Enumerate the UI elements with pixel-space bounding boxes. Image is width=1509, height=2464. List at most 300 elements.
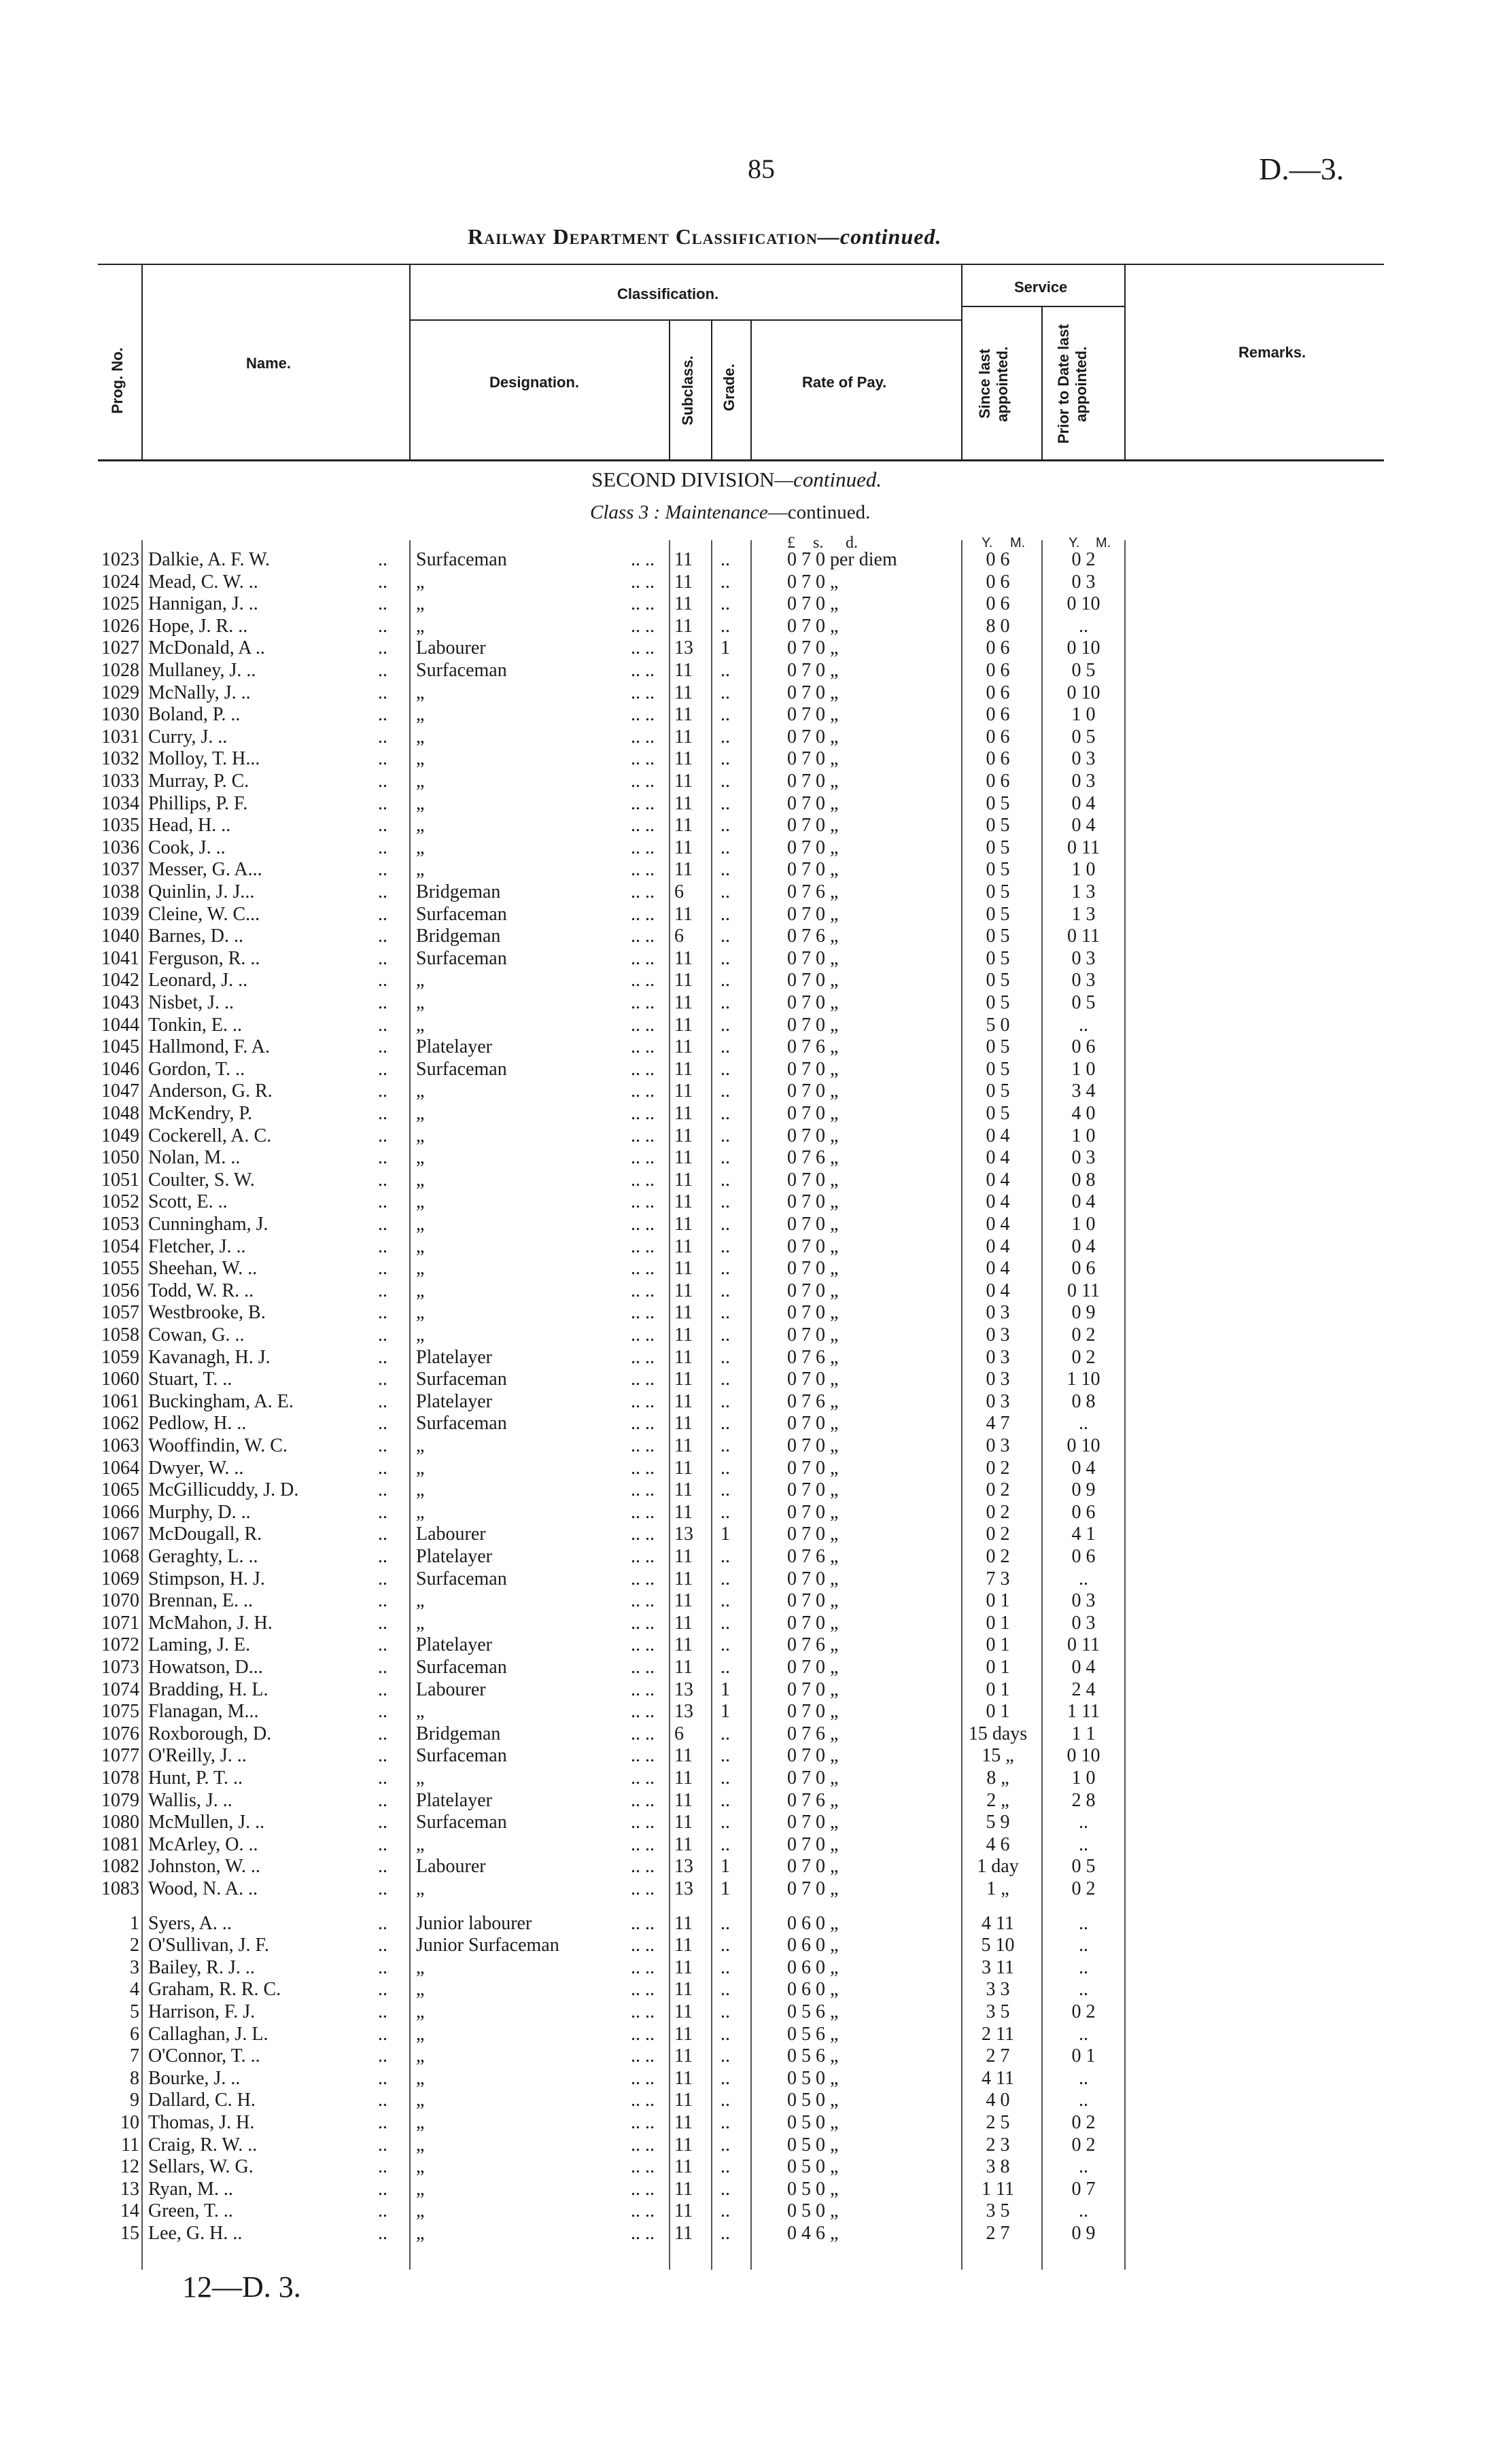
grade: .. [721,1058,730,1080]
service-since: 0 6 [986,637,1010,659]
rate-of-pay: 0 7 0 „ [787,1235,839,1257]
subclass: 11 [674,1103,693,1124]
designation: „ [416,1701,425,1723]
designation: „ [416,837,425,858]
prog-no: 1036 [101,837,139,858]
service-since: 0 3 [986,1435,1010,1456]
service-since: 0 5 [986,859,1010,881]
table-row: 1063 Wooffindin, W. C. .. „ .. .. 11 .. 0 7 0 „ 0 3 0 10 [0,1435,1509,1457]
document-reference: D.—3. [1259,152,1345,186]
unit-shillings: s. [813,534,824,552]
service-prior: 1 0 [1071,1058,1096,1080]
service-prior: 0 10 [1066,1435,1100,1456]
employee-name: Harrison, F. J. [148,2001,256,2022]
rate-of-pay: 0 7 6 „ [787,1147,839,1169]
rate-of-pay: 0 7 0 „ [787,1657,839,1678]
service-prior: 0 4 [1071,1457,1096,1479]
subclass: 11 [674,1280,693,1301]
rate-of-pay: 0 7 0 „ [787,1191,839,1213]
table-row: 11 Craig, R. W. .. .. „ .. .. 11 .. 0 5 0 „ 2 3 0 2 [0,2134,1509,2156]
header-grade: Grade. [721,364,738,411]
subclass: 11 [674,2067,693,2089]
table-row: 1040 Barnes, D. .. .. Bridgeman .. .. 6 .. 0 7 6 „ 0 5 0 11 [0,926,1509,947]
service-since: 0 5 [986,1058,1010,1080]
table-row: 1057 Westbrooke, B. .. „ .. .. 11 .. 0 7 0 „ 0 3 0 9 [0,1302,1509,1324]
service-since: 0 3 [986,1346,1010,1368]
employee-name: Hallmond, F. A. [148,1036,270,1058]
employee-name: O'Sullivan, J. F. [148,1935,269,1956]
employee-name: Fletcher, J. .. [148,1235,246,1257]
table-row: 15 Lee, G. H. .. .. „ .. .. 11 .. 0 4 6 „ 2 7 0 9 [0,2223,1509,2245]
designation: „ [416,859,425,881]
prog-no: 1023 [101,549,139,570]
grade: .. [721,2112,730,2133]
subclass: 13 [674,1524,693,1545]
prog-no: 1031 [101,726,139,747]
employee-name: Cockerell, A. C. [148,1125,272,1146]
table-row: 1062 Pedlow, H. .. .. Surfaceman .. .. 11 .. 0 7 0 „ 4 7 .. [0,1413,1509,1435]
class-label: Class 3 : [590,501,661,523]
prog-no: 1052 [101,1191,139,1213]
table-row: 1025 Hannigan, J. .. .. „ .. .. 11 .. 0 7 0 „ 0 6 0 10 [0,593,1509,615]
service-since: 0 5 [986,903,1010,925]
table-row: 5 Harrison, F. J. .. „ .. .. 11 .. 0 5 6 „ 3 5 0 2 [0,2001,1509,2023]
rate-of-pay: 0 7 6 „ [787,1789,839,1811]
service-since: 8 „ [986,1767,1009,1789]
table-row: 1061 Buckingham, A. E. .. Platelayer .. .. 11 .. 0 7 6 „ 0 3 0 8 [0,1391,1509,1413]
grade: .. [721,1369,730,1390]
header-prog-no: Prog. No. [109,347,126,414]
service-since: 0 5 [986,926,1010,947]
grade: .. [721,1956,730,1978]
table-row: 7 O'Connor, T. .. .. „ .. .. 11 .. 0 5 6 „ 2 7 0 1 [0,2045,1509,2067]
rate-of-pay: 0 7 0 „ [787,1080,839,1102]
table-row: 1059 Kavanagh, H. J. .. Platelayer .. .. 11 .. 0 7 6 „ 0 3 0 2 [0,1347,1509,1369]
service-since: 0 6 [986,660,1010,681]
employee-name: Bourke, J. .. [148,2067,241,2089]
prog-no: 6 [130,2023,139,2045]
employee-name: Murray, P. C. [148,771,249,792]
subclass: 13 [674,637,693,659]
subclass: 11 [674,704,693,726]
service-since: 4 11 [982,2067,1014,2089]
service-since: 0 1 [986,1612,1010,1634]
grade: .. [721,1457,730,1479]
designation: Bridgeman [416,1723,501,1744]
prog-no: 3 [130,1956,139,1978]
grade: .. [721,1191,730,1213]
rate-of-pay: 0 6 0 „ [787,1912,839,1934]
table-row: 1046 Gordon, T. .. .. Surfaceman .. .. 11 .. 0 7 0 „ 0 5 1 0 [0,1059,1509,1080]
employee-name: Mullaney, J. .. [148,660,256,681]
rate-of-pay: 0 7 0 „ [787,1501,839,1523]
grade: .. [721,615,730,637]
service-since: 0 1 [986,1657,1010,1678]
class-name: Maintenance [665,501,768,523]
rate-of-pay: 0 7 0 „ [787,1568,839,1589]
subclass: 11 [674,1457,693,1479]
service-prior: 0 2 [1071,1878,1096,1899]
designation: „ [416,2045,425,2067]
employee-name: Todd, W. R. .. [148,1280,254,1301]
service-prior: 0 1 [1071,2045,1096,2067]
table-row: 1027 McDonald, A .. .. Labourer .. .. 13 1 0 7 0 „ 0 6 0 10 [0,637,1509,659]
designation: Platelayer [416,1346,492,1368]
grade: .. [721,1302,730,1324]
service-since: 0 1 [986,1678,1010,1700]
prog-no: 12 [120,2156,139,2178]
service-since: 0 1 [986,1634,1010,1656]
subclass: 11 [674,2112,693,2133]
service-prior: 0 9 [1071,1302,1096,1324]
prog-no: 1044 [101,1014,139,1036]
grade: .. [721,1546,730,1567]
service-since: 0 5 [986,837,1010,858]
table-row: 1028 Mullaney, J. .. .. Surfaceman .. .. 11 .. 0 7 0 „ 0 6 0 5 [0,660,1509,682]
service-prior: 0 4 [1071,1235,1096,1257]
prog-no: 1072 [101,1634,139,1656]
service-since: 0 1 [986,1701,1010,1723]
prog-no: 1076 [101,1723,139,1744]
employee-name: Lee, G. H. .. [148,2223,243,2244]
subclass: 11 [674,748,693,770]
subclass: 11 [674,815,693,837]
service-since: 2 3 [986,2134,1010,2155]
designation: Surfaceman [416,1745,507,1767]
service-prior: 0 5 [1071,726,1096,747]
subclass: 11 [674,1058,693,1080]
rate-of-pay: 0 7 6 „ [787,1723,839,1744]
prog-no: 1 [130,1912,139,1934]
service-prior: 0 2 [1071,2001,1096,2022]
subclass: 13 [674,1856,693,1878]
grade: .. [721,748,730,770]
rate-of-pay: 0 7 0 „ [787,593,839,615]
prog-no: 1070 [101,1590,139,1612]
prog-no: 1066 [101,1501,139,1523]
subclass: 11 [674,571,693,593]
employee-name: McKendry, P. [148,1103,252,1124]
service-prior: .. [1079,2156,1088,2178]
grade: .. [721,1767,730,1789]
table-row: 10 Thomas, J. H. .. „ .. .. 11 .. 0 5 0 „ 2 5 0 2 [0,2112,1509,2134]
employee-name: Cleine, W. C... [148,903,260,925]
service-since: 0 6 [986,593,1010,615]
employee-name: Geraghty, L. .. [148,1546,258,1567]
employee-name: Green, T. .. [148,2200,233,2222]
designation: Bridgeman [416,926,501,947]
service-since: 0 5 [986,881,1010,902]
rate-of-pay: 0 7 0 „ [787,1524,839,1545]
subclass: 11 [674,1612,693,1634]
designation: „ [416,1103,425,1124]
subclass: 11 [674,2090,693,2111]
service-since: 0 3 [986,1390,1010,1412]
table-row: 3 Bailey, R. J. .. .. „ .. .. 11 .. 0 6 0 „ 3 11 .. [0,1957,1509,1979]
grade: .. [721,1125,730,1146]
employee-name: Molloy, T. H... [148,748,260,770]
rate-of-pay: 0 7 6 „ [787,1036,839,1058]
prog-no: 1051 [101,1169,139,1191]
table-row: 1055 Sheehan, W. .. .. „ .. .. 11 .. 0 7 0 „ 0 4 0 6 [0,1258,1509,1280]
employee-name: Curry, J. .. [148,726,228,747]
employee-name: Sellars, W. G. [148,2156,254,2178]
service-since: 0 4 [986,1147,1010,1169]
grade: .. [721,1612,730,1634]
service-prior: .. [1079,2200,1088,2222]
rate-of-pay: 0 7 0 „ [787,1280,839,1301]
table-row: 1079 Wallis, J. .. .. Platelayer .. .. 11 .. 0 7 6 „ 2 „ 2 8 [0,1790,1509,1812]
table-row: 1 Syers, A. .. .. Junior labourer .. .. 11 .. 0 6 0 „ 4 11 .. [0,1913,1509,1935]
designation: „ [416,726,425,747]
grade: .. [721,593,730,615]
rate-of-pay: 0 5 0 „ [787,2156,839,2178]
designation: „ [416,1080,425,1102]
table-row: 1042 Leonard, J. .. .. „ .. .. 11 .. 0 7 0 „ 0 5 0 3 [0,970,1509,991]
service-since: 1 day [977,1856,1019,1878]
service-prior: 0 8 [1071,1169,1096,1191]
table-row: 6 Callaghan, J. L. .. „ .. .. 11 .. 0 5 6 „ 2 11 .. [0,2024,1509,2045]
employee-name: Bailey, R. J. .. [148,1956,255,1978]
prog-no: 1074 [101,1678,139,1700]
employee-name: Phillips, P. F. [148,792,248,814]
service-prior: 0 2 [1071,549,1096,570]
service-since: 3 8 [986,2156,1010,2178]
table-row: 1072 Laming, J. E. .. Platelayer .. .. 11 .. 0 7 6 „ 0 1 0 11 [0,1634,1509,1656]
subclass: 11 [674,771,693,792]
designation: „ [416,1435,425,1456]
subclass: 11 [674,1435,693,1456]
rate-of-pay: 0 7 6 „ [787,1390,839,1412]
table-row: 8 Bourke, J. .. .. „ .. .. 11 .. 0 5 0 „ 4 11 .. [0,2068,1509,2090]
table-row: 1024 Mead, C. W. .. .. „ .. .. 11 .. 0 7 0 „ 0 6 0 3 [0,571,1509,593]
service-prior: .. [1079,615,1088,637]
rate-of-pay: 0 7 0 „ [787,637,839,659]
header-name: Name. [246,355,292,372]
service-since: 0 4 [986,1280,1010,1301]
grade: .. [721,2090,730,2111]
employee-name: Quinlin, J. J... [148,881,255,902]
table-row: 1064 Dwyer, W. .. .. „ .. .. 11 .. 0 7 0 „ 0 2 0 4 [0,1458,1509,1479]
employee-name: Howatson, D... [148,1657,263,1678]
employee-name: Dalkie, A. F. W. [148,549,270,570]
employee-name: McArley, O. .. [148,1833,258,1855]
service-prior: 0 5 [1071,992,1096,1013]
service-since: 0 5 [986,792,1010,814]
service-prior: 0 3 [1071,970,1096,991]
service-prior: 0 4 [1071,792,1096,814]
employee-name: Nisbet, J. .. [148,992,234,1013]
service-since: 15 days [968,1723,1028,1744]
employee-name: Ferguson, R. .. [148,947,260,969]
designation: „ [416,1125,425,1146]
designation: Labourer [416,1524,486,1545]
grade: .. [721,571,730,593]
subclass: 11 [674,1080,693,1102]
service-prior: 1 0 [1071,1767,1096,1789]
employee-name: Cowan, G. .. [148,1324,245,1345]
service-since: 4 7 [986,1413,1010,1435]
prog-no: 1067 [101,1524,139,1545]
service-prior: 0 9 [1071,1479,1096,1501]
rate-of-pay: 0 7 0 „ [787,615,839,637]
employee-name: Stimpson, H. J. [148,1568,265,1589]
employee-name: McDonald, A .. [148,637,265,659]
grade: .. [721,947,730,969]
service-since: 4 11 [982,1912,1014,1934]
table-row: 1054 Fletcher, J. .. .. „ .. .. 11 .. 0 7 0 „ 0 4 0 4 [0,1236,1509,1258]
subclass: 11 [674,1390,693,1412]
unit-pence: d. [846,534,858,552]
subclass: 11 [674,1258,693,1280]
service-since: 1 „ [986,1878,1009,1899]
table-row: 1035 Head, H. .. .. „ .. .. 11 .. 0 7 0 „ 0 5 0 4 [0,815,1509,837]
subclass: 11 [674,615,693,637]
employee-name: Laming, J. E. [148,1634,251,1656]
rate-of-pay: 0 6 0 „ [787,1956,839,1978]
service-prior: 1 1 [1071,1723,1096,1744]
table-row: 1041 Ferguson, R. .. .. Surfaceman .. .. 11 .. 0 7 0 „ 0 5 0 3 [0,948,1509,970]
grade: .. [721,2023,730,2045]
employee-name: Ryan, M. .. [148,2178,233,2200]
designation: „ [416,1280,425,1301]
grade: .. [721,1435,730,1456]
employee-name: Roxborough, D. [148,1723,272,1744]
service-since: 0 4 [986,1169,1010,1191]
grade: .. [721,1103,730,1124]
prog-no: 1055 [101,1258,139,1280]
grade: .. [721,1979,730,2001]
designation: „ [416,2090,425,2111]
subclass: 11 [674,1657,693,1678]
employee-name: Anderson, G. R. [148,1080,273,1102]
grade: .. [721,726,730,747]
rate-of-pay: 0 7 0 „ [787,815,839,837]
table-row: 1023 Dalkie, A. F. W. .. Surfaceman .. .. 11 .. 0 7 0 per diem 0 6 0 2 [0,549,1509,571]
prog-no: 1081 [101,1833,139,1855]
service-prior: 1 11 [1067,1701,1100,1723]
employee-name: Craig, R. W. .. [148,2134,258,2155]
table-row: 1047 Anderson, G. R. .. „ .. .. 11 .. 0 7 0 „ 0 5 3 4 [0,1080,1509,1102]
grade: .. [721,926,730,947]
grade: 1 [721,1878,730,1899]
employee-name: Pedlow, H. .. [148,1413,247,1435]
header-designation: Designation. [489,374,580,391]
grade: 1 [721,1524,730,1545]
service-prior: 0 3 [1071,571,1096,593]
subclass: 11 [674,1912,693,1934]
employee-name: Wallis, J. .. [148,1789,232,1811]
rate-of-pay: 0 7 0 „ [787,748,839,770]
grade: .. [721,1789,730,1811]
designation: Surfaceman [416,1812,507,1833]
prog-no: 1069 [101,1568,139,1589]
prog-no: 1080 [101,1812,139,1833]
employee-name: Bradding, H. L. [148,1678,268,1700]
employee-name: McNally, J. .. [148,682,251,703]
designation: „ [416,2134,425,2155]
designation: Labourer [416,637,486,659]
rate-of-pay: 0 7 0 „ [787,1214,839,1235]
subclass: 11 [674,1191,693,1213]
prog-no: 1059 [101,1346,139,1368]
service-since: 0 4 [986,1258,1010,1280]
rate-of-pay: 0 5 0 „ [787,2090,839,2111]
designation: Platelayer [416,1634,492,1656]
table-row: 1043 Nisbet, J. .. .. „ .. .. 11 .. 0 7 0 „ 0 5 0 5 [0,992,1509,1014]
service-since: 15 „ [982,1745,1014,1767]
prog-no: 13 [120,2178,139,2200]
service-prior: 1 10 [1066,1369,1100,1390]
subclass: 11 [674,1036,693,1058]
service-prior: 4 0 [1071,1103,1096,1124]
grade: .. [721,1080,730,1102]
service-prior: 0 3 [1071,771,1096,792]
prog-no: 1061 [101,1390,139,1412]
rate-of-pay: 0 7 6 „ [787,881,839,902]
rate-of-pay: 0 7 0 „ [787,992,839,1013]
subclass: 11 [674,970,693,991]
prog-no: 1047 [101,1080,139,1102]
table-row: 1066 Murphy, D. .. .. „ .. .. 11 .. 0 7 0 „ 0 2 0 6 [0,1502,1509,1524]
prog-no: 1054 [101,1235,139,1257]
grade: 1 [721,1678,730,1700]
employee-name: Hunt, P. T. .. [148,1767,243,1789]
subclass: 6 [674,881,684,902]
prog-no: 4 [130,1979,139,2001]
service-prior: 0 3 [1071,1590,1096,1612]
subclass: 11 [674,1935,693,1956]
prog-no: 15 [120,2223,139,2244]
subclass: 11 [674,1169,693,1191]
service-prior: 0 11 [1067,1634,1100,1656]
grade: .. [721,792,730,814]
subclass: 11 [674,2023,693,2045]
service-prior: 0 2 [1071,1324,1096,1345]
grade: .. [721,1812,730,1833]
table-row: 1052 Scott, E. .. .. „ .. .. 11 .. 0 7 0 „ 0 4 0 4 [0,1191,1509,1213]
grade: .. [721,881,730,902]
employee-name: Nolan, M. .. [148,1147,241,1169]
subclass: 6 [674,926,684,947]
grade: .. [721,1935,730,1956]
prog-no: 14 [120,2200,139,2222]
grade: .. [721,682,730,703]
grade: 1 [721,1856,730,1878]
prog-no: 1029 [101,682,139,703]
table-row: 1051 Coulter, S. W. .. „ .. .. 11 .. 0 7 0 „ 0 4 0 8 [0,1169,1509,1191]
prog-no: 1068 [101,1546,139,1567]
employee-name: Kavanagh, H. J. [148,1346,271,1368]
designation: Surfaceman [416,903,507,925]
prog-no: 1043 [101,992,139,1013]
subclass: 11 [674,2045,693,2067]
rate-of-pay: 0 7 0 „ [787,1324,839,1345]
rate-of-pay: 0 6 0 „ [787,1979,839,2001]
service-since: 3 3 [986,1979,1010,2001]
service-since: 0 5 [986,947,1010,969]
service-prior: 0 10 [1066,593,1100,615]
service-since: 5 9 [986,1812,1010,1833]
employee-name: Murphy, D. .. [148,1501,251,1523]
prog-no: 1030 [101,704,139,726]
prog-no: 1026 [101,615,139,637]
service-prior: 1 0 [1071,704,1096,726]
prog-no: 11 [121,2134,139,2155]
grade: 1 [721,1701,730,1723]
grade: .. [721,1147,730,1169]
service-prior: 4 1 [1071,1524,1096,1545]
